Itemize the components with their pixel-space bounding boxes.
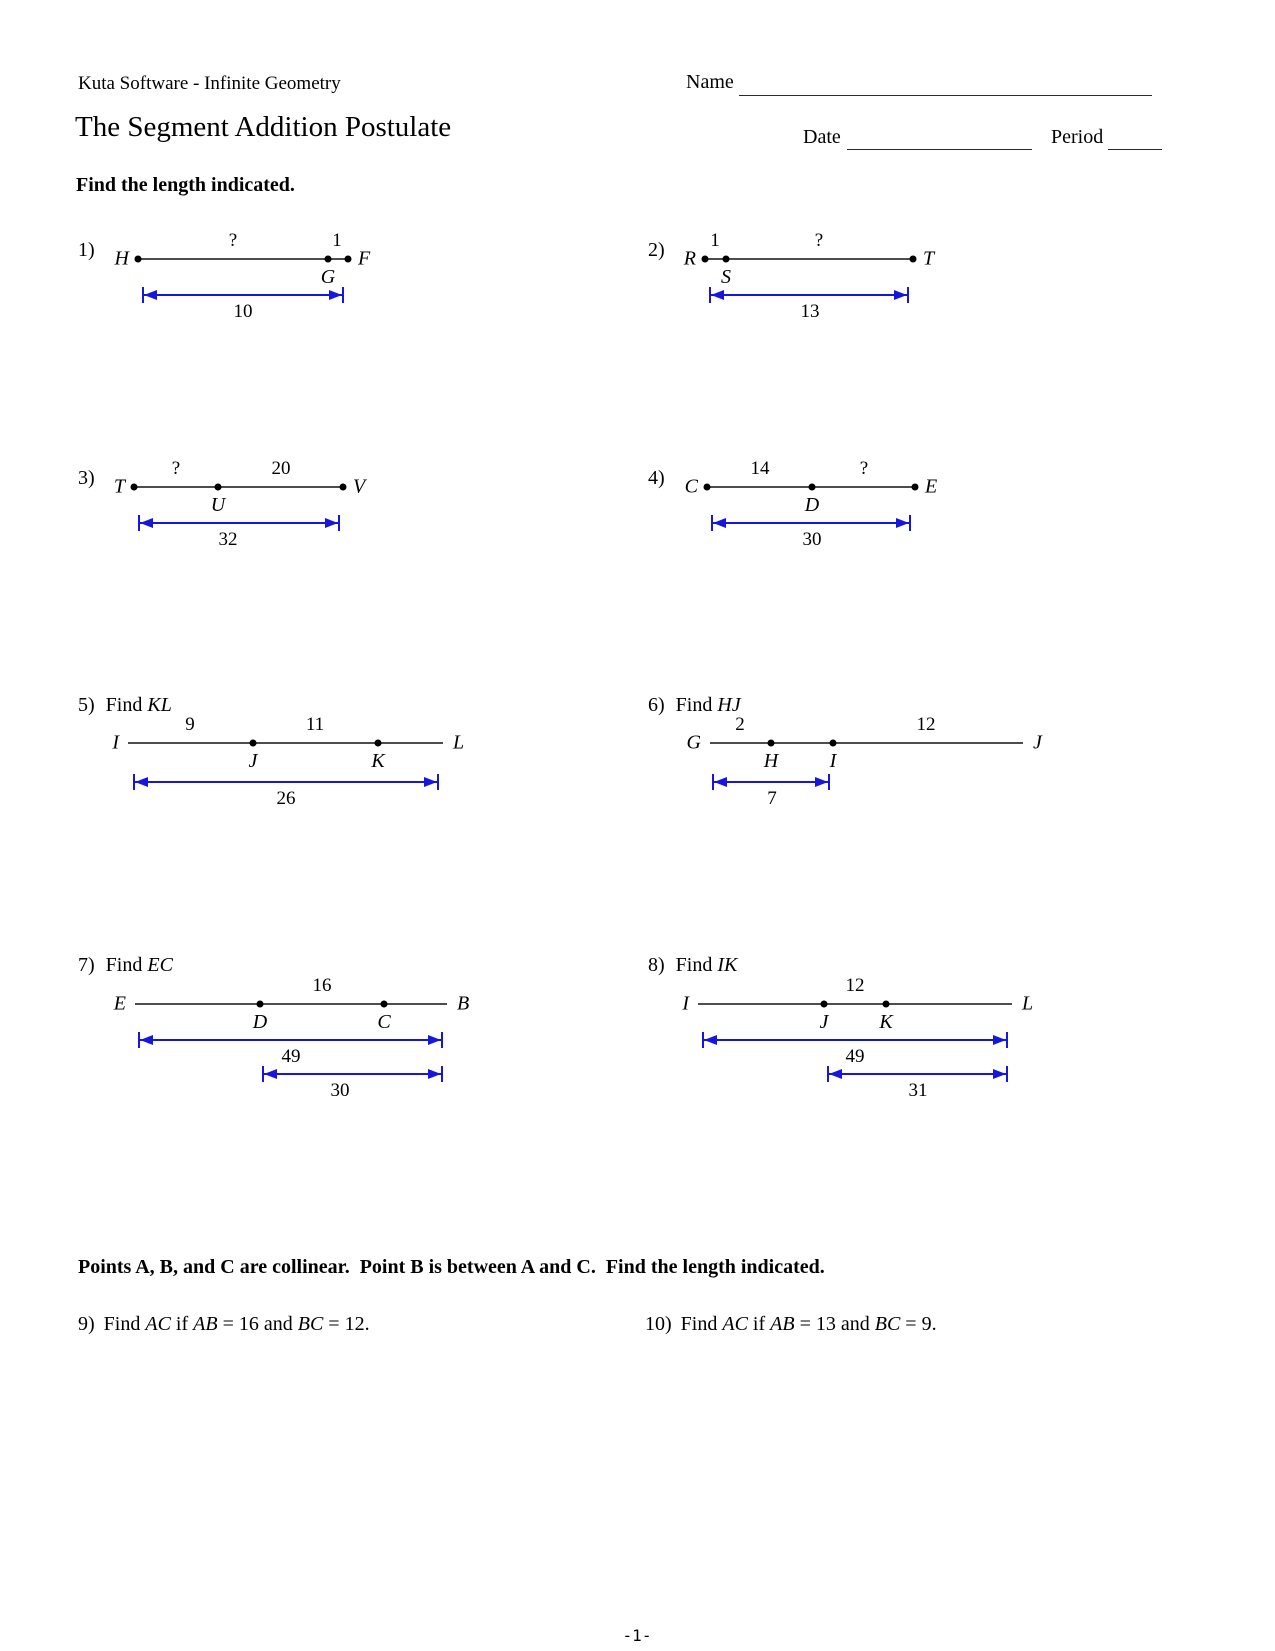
point-label: J (819, 1011, 829, 1033)
word-problem (78, 1312, 370, 1337)
word-problem-text: = 9. (900, 1313, 937, 1335)
measure-length-label: 32 (218, 529, 238, 550)
segment-line (138, 258, 348, 260)
measure-arrowhead-left (264, 1069, 277, 1079)
point-dot (704, 484, 711, 491)
segment-length-label: ? (171, 458, 181, 479)
point-label: C (684, 475, 698, 498)
measure-line (263, 1073, 442, 1075)
point-dot (215, 484, 222, 491)
point-label: T (113, 475, 125, 498)
problem-number: 1) (78, 239, 95, 261)
word-problem-text: AB (193, 1313, 218, 1335)
worksheet-title: The Segment Addition Postulate (75, 111, 452, 143)
measure-arrowhead-right (428, 1069, 441, 1079)
measure-arrowhead-left (140, 1035, 153, 1045)
measure-arrowhead-left (704, 1035, 717, 1045)
point-dot (883, 1001, 890, 1008)
measure-arrowhead-left (140, 518, 153, 528)
word-problem-text: BC (874, 1313, 901, 1335)
measure-line (713, 781, 829, 783)
measure-arrowhead-right (815, 777, 828, 787)
point-label: S (721, 266, 731, 288)
point-dot (912, 484, 919, 491)
segment-length-label: 20 (271, 458, 291, 479)
point-dot (250, 740, 257, 747)
segment-line (135, 1003, 447, 1005)
measure-arrowhead-left (144, 290, 157, 300)
point-label: B (457, 992, 470, 1015)
measure-length-label: 49 (845, 1046, 865, 1067)
measure-arrowhead-right (894, 290, 907, 300)
measure-end-bar (907, 287, 909, 303)
point-label: K (879, 1011, 893, 1033)
measure-line (828, 1073, 1007, 1075)
word-problem-text: = 12. (323, 1313, 370, 1335)
point-label: C (377, 1011, 391, 1033)
measure-length-label: 30 (802, 529, 822, 550)
point-label: E (925, 475, 938, 498)
measure-arrowhead-left (135, 777, 148, 787)
point-dot (809, 484, 816, 491)
point-label: E (113, 992, 126, 1015)
section1-instruction: Find the length indicated. (76, 174, 295, 196)
measure-line (710, 294, 908, 296)
point-label: H (114, 247, 129, 270)
word-problem-text: Find (680, 1313, 723, 1335)
point-label: G (686, 731, 701, 754)
point-label: V (353, 475, 366, 498)
segment-length-label: ? (228, 230, 238, 251)
measure-length-label: 30 (330, 1080, 350, 1101)
segment-length-label: 1 (710, 230, 720, 251)
measure-arrowhead-left (713, 518, 726, 528)
problem-heading (78, 466, 106, 490)
measure-arrowhead-left (829, 1069, 842, 1079)
measure-length-label: 10 (233, 301, 253, 322)
segment-length-label: 2 (735, 714, 745, 735)
find-label: Find (675, 694, 718, 716)
segment-length-label: 11 (305, 714, 325, 735)
segment-line (698, 1003, 1012, 1005)
problem-number: 10) (645, 1313, 672, 1335)
point-dot (768, 740, 775, 747)
segment-length-label: 9 (185, 714, 195, 735)
problem-heading (78, 238, 106, 262)
point-label: K (371, 750, 385, 772)
measure-length-label: 49 (281, 1046, 301, 1067)
segment-line (128, 742, 443, 744)
point-label: T (923, 247, 935, 270)
point-dot (821, 1001, 828, 1008)
period-label: Period (1051, 126, 1104, 148)
problem-heading (78, 953, 173, 977)
point-label: H (763, 750, 779, 772)
measure-arrowhead-left (711, 290, 724, 300)
point-label: I (682, 992, 689, 1015)
problem-number: 7) (78, 954, 95, 976)
find-target-segment: HJ (717, 694, 741, 716)
section2-instruction: Points A, B, and C are collinear. Point B is between A and C. Find the length indicated. (78, 1256, 825, 1278)
point-dot (381, 1001, 388, 1008)
problem-number: 6) (648, 694, 665, 716)
segment-line (710, 742, 1023, 744)
word-problem-text: AC (145, 1313, 171, 1335)
point-label: F (358, 247, 371, 270)
segment-length-label: 14 (750, 458, 770, 479)
segment-length-label: ? (814, 230, 824, 251)
point-label: U (210, 494, 226, 516)
word-problem (645, 1312, 937, 1337)
problem-number: 5) (78, 694, 95, 716)
word-problem-text: AC (722, 1313, 748, 1335)
measure-end-bar (1006, 1066, 1008, 1082)
point-label: L (453, 731, 465, 754)
problem-number: 3) (78, 467, 95, 489)
measure-arrowhead-right (325, 518, 338, 528)
find-label: Find (105, 954, 148, 976)
point-label: L (1022, 992, 1034, 1015)
point-dot (910, 256, 917, 263)
point-label: D (252, 1011, 268, 1033)
problem-heading (648, 238, 676, 262)
measure-arrowhead-right (993, 1035, 1006, 1045)
segment-length-label: 1 (332, 230, 342, 251)
problem-number: 2) (648, 239, 665, 261)
point-label: G (320, 266, 336, 288)
measure-line (139, 522, 339, 524)
measure-line (139, 1039, 442, 1041)
measure-line (143, 294, 343, 296)
measure-arrowhead-left (714, 777, 727, 787)
point-dot (723, 256, 730, 263)
name-label: Name (686, 71, 734, 93)
find-target-segment: EC (147, 954, 173, 976)
measure-length-label: 7 (767, 788, 777, 809)
measure-arrowhead-right (424, 777, 437, 787)
measure-line (134, 781, 438, 783)
segment-line (134, 486, 343, 488)
segment-length-label: ? (859, 458, 869, 479)
measure-end-bar (441, 1032, 443, 1048)
point-dot (375, 740, 382, 747)
find-label: Find (675, 954, 718, 976)
problem-number: 4) (648, 467, 665, 489)
point-dot (345, 256, 352, 263)
problem-number: 8) (648, 954, 665, 976)
point-dot (257, 1001, 264, 1008)
measure-arrowhead-right (329, 290, 342, 300)
segment-length-label: 16 (312, 975, 332, 996)
measure-line (703, 1039, 1007, 1041)
measure-end-bar (441, 1066, 443, 1082)
point-dot (702, 256, 709, 263)
measure-end-bar (1006, 1032, 1008, 1048)
find-label: Find (105, 694, 148, 716)
word-problem-text: Find (103, 1313, 146, 1335)
point-label: I (112, 731, 119, 754)
word-problem-text: = 16 and (217, 1313, 298, 1335)
problem-heading (78, 693, 172, 717)
page-number: -1- (622, 1626, 652, 1645)
measure-length-label: 26 (276, 788, 296, 809)
measure-end-bar (909, 515, 911, 531)
problem-heading (648, 693, 741, 717)
measure-end-bar (338, 515, 340, 531)
problem-heading (648, 466, 676, 490)
measure-line (712, 522, 910, 524)
measure-end-bar (437, 774, 439, 790)
point-label: R (683, 247, 696, 270)
segment-length-label: 12 (916, 714, 936, 735)
segment-length-label: 12 (845, 975, 865, 996)
point-dot (830, 740, 837, 747)
measure-arrowhead-right (428, 1035, 441, 1045)
problem-number: 9) (78, 1313, 95, 1335)
measure-end-bar (342, 287, 344, 303)
measure-length-label: 13 (800, 301, 820, 322)
point-label: D (804, 494, 820, 516)
word-problem-text: BC (297, 1313, 324, 1335)
brand-text: Kuta Software - Infinite Geometry (78, 73, 341, 94)
measure-arrowhead-right (993, 1069, 1006, 1079)
point-label: J (1033, 731, 1042, 754)
point-dot (135, 256, 142, 263)
measure-end-bar (828, 774, 830, 790)
find-target-segment: KL (147, 694, 172, 716)
word-problem-text: if (747, 1313, 771, 1335)
measure-arrowhead-right (896, 518, 909, 528)
problem-heading (648, 953, 737, 977)
find-target-segment: IK (717, 954, 738, 976)
segment-line (705, 258, 913, 260)
word-problem-text: = 13 and (794, 1313, 875, 1335)
date-label: Date (803, 126, 841, 148)
point-dot (131, 484, 138, 491)
word-problem-text: AB (770, 1313, 795, 1335)
point-label: J (248, 750, 258, 772)
word-problem-text: if (170, 1313, 194, 1335)
point-dot (325, 256, 332, 263)
measure-length-label: 31 (908, 1080, 928, 1101)
point-dot (340, 484, 347, 491)
point-label: I (829, 750, 837, 772)
